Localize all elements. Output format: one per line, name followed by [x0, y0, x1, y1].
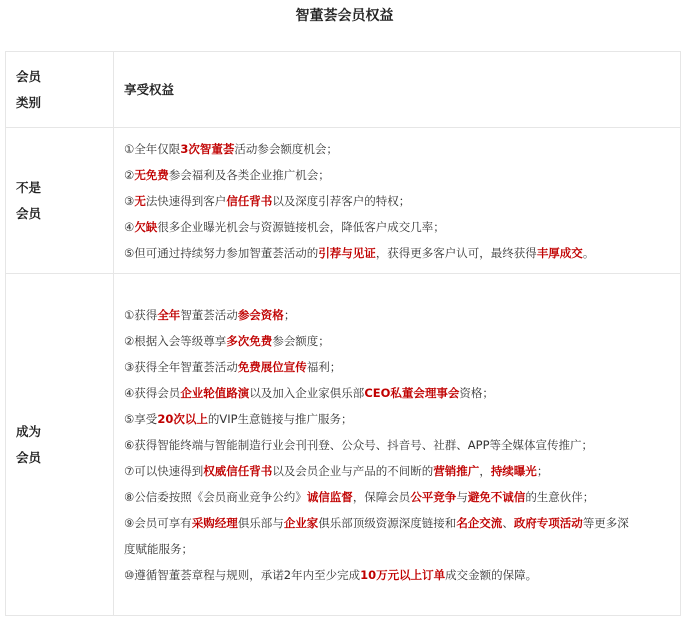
highlight-text: 公平竞争 — [410, 489, 457, 504]
highlight-text: 引荐与见证 — [318, 245, 376, 260]
highlight-text: 多次免费 — [226, 333, 273, 348]
header-benefits: 享受权益 — [114, 52, 681, 128]
highlight-text: CEO私董会理事会 — [364, 385, 460, 400]
benefit-text: ④ — [124, 219, 135, 234]
benefit-text: 以及深度引荐客户的特权； — [272, 193, 411, 208]
benefit-text: 的VIP生意链接与推广服务； — [207, 411, 353, 426]
benefit-text: ⑩遵循智董荟章程与规则，承诺2年内至少完成 — [124, 567, 361, 582]
benefit-text: ①全年仅限 — [124, 141, 181, 156]
highlight-text: 政府专项活动 — [513, 515, 583, 530]
non_member-benefit-item — [124, 214, 680, 240]
benefit-text: 与 — [456, 489, 468, 504]
member-benefit-item — [124, 354, 680, 380]
member-benefits-list — [114, 274, 681, 616]
benefits-table — [5, 51, 681, 616]
benefit-text: ，获得更多客户认可，最终获得 — [375, 245, 537, 260]
benefit-text: ； — [283, 307, 296, 322]
highlight-text: 企业轮值路演 — [180, 385, 250, 400]
member-benefit-item — [124, 432, 680, 458]
table-header-row — [6, 52, 681, 128]
highlight-text: 参会资格 — [237, 307, 284, 322]
highlight-text: 诚信监督 — [306, 489, 353, 504]
non_member-benefit-item — [124, 136, 680, 162]
highlight-text: 信任背书 — [226, 193, 273, 208]
benefit-text: ⑤但可通过持续努力参加智董荟活动的 — [124, 245, 319, 260]
benefit-text: ， — [479, 463, 491, 478]
non-member-row — [6, 128, 681, 274]
benefit-text: ⑧公信委按照《会员商业竞争公约》 — [124, 489, 307, 504]
benefit-text: 福利； — [306, 359, 342, 374]
benefit-text: ② — [124, 167, 135, 182]
header-member-type — [6, 52, 114, 128]
benefit-text: 俱乐部顶级资源深度链接和 — [318, 515, 457, 530]
highlight-text: 权威信任背书 — [203, 463, 273, 478]
non_member-benefit-item — [124, 188, 680, 214]
benefit-text: 法快速得到客户 — [145, 193, 227, 208]
benefit-text: 的生意伙伴； — [525, 489, 595, 504]
benefit-text: 参会福利及各类企业推广机会； — [168, 167, 330, 182]
benefit-text: ⑥获得智能终端与智能制造行业会刊刊登、公众号、抖音号、社群、APP等全媒体宣传推广； — [124, 437, 594, 452]
highlight-text: 营销推广 — [433, 463, 480, 478]
benefit-text: ①获得 — [124, 307, 158, 322]
benefit-text: ，保障会员 — [352, 489, 411, 504]
member-benefit-item — [124, 458, 680, 484]
benefit-text: 俱乐部与 — [237, 515, 284, 530]
member-row — [6, 274, 681, 616]
benefit-text: 活动参会额度机会； — [234, 141, 338, 156]
benefit-text: 很多企业曝光机会与资源链接机会，降低客户成交几率； — [157, 219, 445, 234]
member-label-line2: 会员 — [16, 449, 42, 465]
member-label-line1: 成为 — [16, 423, 42, 439]
member-benefit-item — [124, 562, 680, 588]
benefit-text: 以及会员企业与产品的不间断的 — [272, 463, 434, 478]
highlight-text: 名企交流 — [456, 515, 503, 530]
benefit-text: ②根据入会等级尊享 — [124, 333, 227, 348]
highlight-text: 10万元以上订单 — [360, 567, 446, 582]
benefit-text: 资格； — [459, 385, 494, 400]
member-benefit-item — [124, 510, 680, 536]
header-member-type-line1: 会员 — [16, 68, 42, 84]
benefit-text: 以及加入企业家俱乐部 — [249, 385, 365, 400]
member-benefit-item — [124, 328, 680, 354]
benefit-text: 参会额度； — [272, 333, 330, 348]
page-title: 智董荟会员权益 — [295, 8, 394, 24]
benefit-text: 。 — [582, 245, 595, 260]
non_member-benefit-item — [124, 162, 680, 188]
benefit-text: ④获得会员 — [124, 385, 181, 400]
highlight-text: 无免费 — [134, 167, 169, 182]
benefit-text: ⑨会员可享有 — [124, 515, 192, 530]
member-benefit-item — [124, 302, 680, 328]
member-benefit-item — [124, 406, 680, 432]
member-label — [6, 274, 114, 616]
highlight-text: 丰厚成交 — [536, 245, 583, 260]
highlight-text: 全年 — [157, 307, 181, 322]
member-benefit-item — [124, 380, 680, 406]
benefit-text: ③获得全年智董荟活动 — [124, 359, 238, 374]
benefit-text: 成交金额的保障。 — [445, 567, 538, 582]
highlight-text: 无 — [134, 193, 146, 208]
benefit-text: ③ — [124, 193, 135, 208]
highlight-text: 企业家 — [283, 515, 319, 530]
highlight-text: 欠缺 — [134, 219, 158, 234]
header-member-type-line2: 类别 — [16, 94, 42, 110]
benefit-text: ； — [536, 463, 549, 478]
non-member-benefits-list — [114, 128, 681, 274]
highlight-text: 持续曝光 — [490, 463, 537, 478]
benefit-text: 等更多深 — [582, 515, 629, 530]
benefit-text: ⑤享受 — [124, 411, 158, 426]
highlight-text: 20次以上 — [157, 411, 208, 426]
benefit-text: 智董荟活动 — [180, 307, 238, 322]
member-benefit-item — [124, 536, 680, 562]
non-member-label-line2: 会员 — [16, 205, 42, 221]
highlight-text: 采购经理 — [191, 515, 238, 530]
member-benefit-item — [124, 484, 680, 510]
highlight-text: 避免不诚信 — [467, 489, 526, 504]
highlight-text: 3次智董荟 — [180, 141, 235, 156]
non_member-benefit-item — [124, 240, 680, 266]
non-member-label-line1: 不是 — [16, 179, 42, 195]
benefit-text: 度赋能服务； — [124, 541, 193, 556]
benefit-text: ⑦可以快速得到 — [124, 463, 204, 478]
highlight-text: 免费展位宣传 — [237, 359, 307, 374]
benefit-text: 、 — [502, 515, 514, 530]
non-member-label — [6, 128, 114, 274]
